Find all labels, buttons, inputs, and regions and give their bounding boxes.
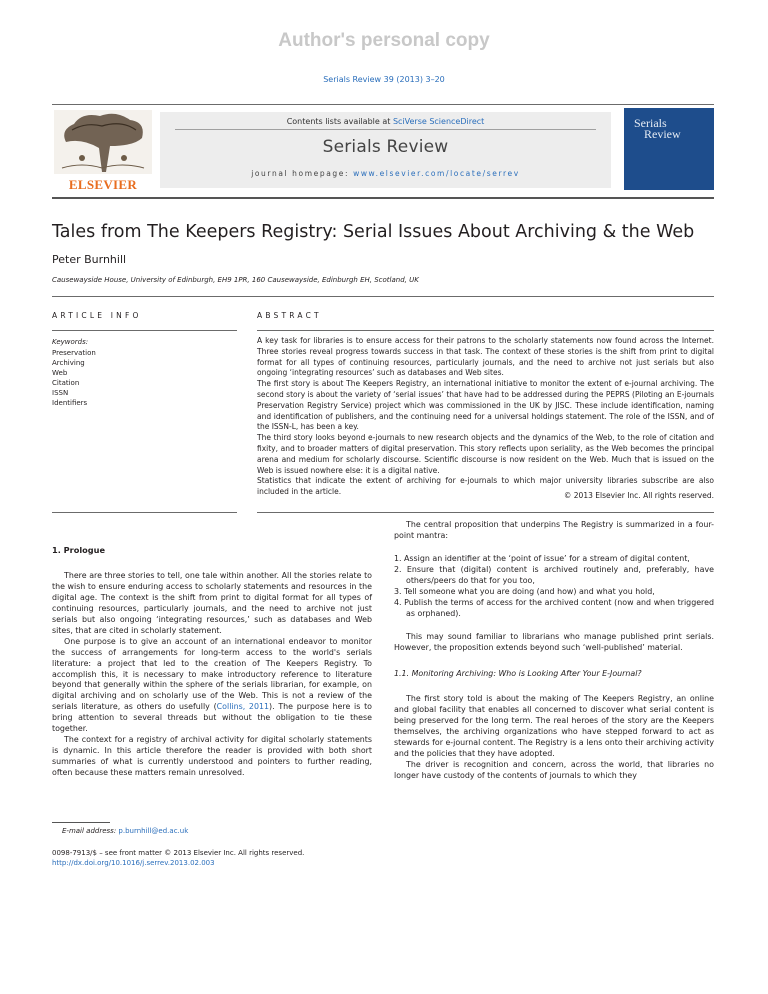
journal-cover-title: Serials Review [634, 116, 681, 141]
article-info-rule [52, 330, 237, 331]
list-item: 3. Tell someone what you are doing (and how) and what you hold, [394, 586, 655, 596]
body-paragraph: The context for a registry of archival activity for digital scholarly statements is dynamic. In this article therefore the reader is provided with both short summaries of what is currently understood and pointers to further reading, often because these matters remain unresolved. [52, 735, 372, 778]
keyword: Web [52, 369, 68, 377]
list-item: 4. Publish the terms of access for the archived content (now and when triggered as orphaned). [394, 597, 714, 618]
footnote-rule [52, 822, 110, 823]
list-item: 1. Assign an identifier at the ‘point of issue’ for a stream of digital content, [394, 553, 690, 563]
left-column [52, 545, 372, 779]
body-paragraph: The first story told is about the making of The Keepers Registry, an online and global facility that enables all concerned to discover what serial content is being preserved for the long term. The real heroes of the story are the Keepers themselves, the archiving organizations who have stepped forward to act as stewards for e-journal content. The Registry is a lens onto their archiving activity and the policies that they have adopted. [394, 694, 714, 759]
abstract-paragraph: A key task for libraries is to ensure access for their patrons to the scholarly statements now found across the Internet. Three stories reveal progress towards success in that task. The context of these stories is the shift from print to digital format for all types of continuing resources, particularly journals, and the need to archive not just serials but also ongoing ‘integrating resources’ such as databases and Web sites. [257, 336, 714, 378]
citation-link[interactable]: Collins, 2011 [216, 702, 270, 712]
body-paragraph: The driver is recognition and concern, across the world, that libraries no longer have custody of the contents of journals to which they [394, 760, 714, 781]
right-column [394, 520, 714, 782]
title-bottom-rule [52, 296, 714, 297]
subsection-heading: 1.1. Monitoring Archiving: Who is Looking After Your E-Journal? [394, 668, 642, 678]
keywords-label: Keywords: [52, 338, 89, 346]
issn-block [52, 849, 304, 868]
abstract-bottom-rule [257, 512, 714, 513]
keyword: Citation [52, 379, 80, 387]
elsevier-wordmark: ELSEVIER [68, 177, 138, 192]
contents-rule [175, 129, 596, 130]
abstract-paragraph: Statistics that indicate the extent of archiving for e-journals to which major university libraries subscribe are also included in the article. [257, 476, 714, 497]
abstract-paragraph: The third story looks beyond e-journals to new research objects and the dynamics of the Web, to the role of citation and fixity, and to broader matters of digital preservation. This story reflects upon seriality, as the Web becomes the principal arena and medium for scholarly discourse. Scientific discourse is now resident on the Web. Much that is issued on the Web is issued nowhere else: it is a digital native. [257, 433, 714, 475]
list-item: 2. Ensure that (digital) content is archived routinely and, preferably, have others/peers do that for you too, [394, 564, 714, 585]
sciencedirect-link[interactable]: SciVerse ScienceDirect [392, 117, 485, 126]
watermark: Author's personal copy [278, 30, 490, 51]
issn-line: 0098-7913/$ – see front matter © 2013 Elsevier Inc. All rights reserved. [52, 849, 305, 857]
top-rule [52, 104, 714, 105]
article-title: Tales from The Keepers Registry: Serial Issues About Archiving & the Web [52, 222, 695, 242]
homepage-link[interactable]: www.elsevier.com/locate/serrev [353, 169, 520, 178]
contents-prefix: Contents lists available at [286, 117, 393, 126]
keyword: Archiving [52, 359, 85, 367]
abstract-heading: ABSTRACT [257, 311, 322, 320]
abstract-body [257, 336, 714, 498]
keyword: Identifiers [52, 399, 88, 407]
article-info-bottom-rule [52, 512, 237, 513]
body-paragraph: The central proposition that underpins The Registry is summarized in a four-point mantra: [394, 520, 714, 540]
contents-line [160, 117, 611, 126]
journal-name: Serials Review [322, 137, 449, 157]
abstract-paragraph: The first story is about The Keepers Registry, an international initiative to monitor the extent of e-journal archiving. The second story is about the variety of ‘serial issues’ that have had to be addressed during the PEPRS (Piloting an E-journals Preservation Registry Service) project which was commissioned in the UK by JISC. These include identification, naming and identification of publishers, and the continuing need for a universal holdings statement. The role of the ISSN, and of the ISSN-L, has been a key. [257, 379, 714, 432]
section-heading-prologue: 1. Prologue [52, 545, 105, 555]
abstract-copyright: © 2013 Elsevier Inc. All rights reserved. [563, 491, 714, 500]
mantra-list [394, 554, 714, 620]
article-info-heading: ARTICLE INFO [52, 311, 142, 320]
body-paragraph: There are three stories to tell, one tale within another. All the stories relate to the wish to ensure enduring access to scholarly statements and resources in the digital age. The context is the shift from print to digital format for all types of continuing resources, particularly journals, and the need to archive not just serials but also ongoing ‘integrating resources,’ such as databases and Web sites, that are cited in scholarly statement. [52, 570, 372, 635]
journal-homepage [160, 169, 611, 178]
homepage-prefix: journal homepage: [251, 169, 354, 178]
body-paragraph: One purpose is to give an account of an international endeavor to monitor the success of arrangements for long-term access to the world's serials literature: a project that led to the creation of The Keepers Registry. To accomplish this, it is necessary to make introductory reference to literature beyond that generally within the sphere of the serials librarian, for example, on digital archiving and on scholarly use of the Web. This is not a review of the serials literature, as others do usefully (Collins, 2011). The purpose here is to bring attention to several threads but without the obligation to tie these together. [52, 636, 373, 734]
author-name[interactable]: Peter Burnhill [52, 253, 127, 266]
keyword: ISSN [52, 389, 69, 397]
abstract-rule [257, 330, 714, 331]
header-bottom-rule [52, 197, 714, 199]
body-paragraph: This may sound familiar to librarians who manage published print serials. However, the proposition extends beyond such ‘well-published’ material. [394, 631, 714, 652]
author-email: E-mail address: p.burnhill@ed.ac.uk [62, 827, 189, 835]
journal-reference[interactable]: Serials Review 39 (2013) 3–20 [323, 75, 445, 84]
keyword: Preservation [52, 349, 96, 357]
author-affiliation: Causewayside House, University of Edinburgh, EH9 1PR, 160 Causewayside, Edinburgh EH, Scotland, UK [52, 276, 419, 284]
doi-link[interactable]: http://dx.doi.org/10.1016/j.serrev.2013.02.003 [52, 858, 215, 867]
email-link[interactable]: p.burnhill@ed.ac.uk [118, 827, 189, 835]
keywords-list [52, 348, 96, 408]
